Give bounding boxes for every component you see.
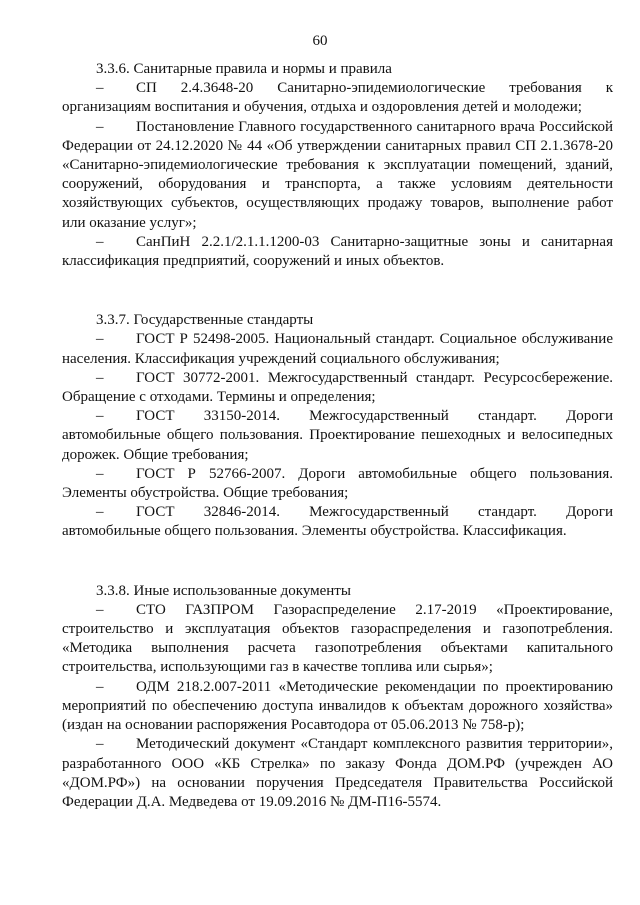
list-item-text: Постановление Главного государственного санитарного врача Российской Федерации от 24.12.2020 № 44 «Об утверждении санитарных правил СП 2.1.3678-20 «Санитарно-эпидемиологические требования к эксплуатации помещений, зданий, сооружений, оборудования и транспорта, а также условиям деятельности хозяйствующих субъектов, осуществляющих продажу товаров, выполнение работ или оказание услуг»; bbox=[62, 118, 613, 231]
section-3-3-8 bbox=[62, 582, 613, 812]
list-item bbox=[62, 601, 613, 678]
list-item bbox=[62, 369, 613, 407]
list-item bbox=[62, 233, 613, 271]
dash-marker: – bbox=[96, 678, 104, 695]
dash-marker: – bbox=[96, 408, 104, 425]
list-item-text: ГОСТ 32846-2014. Межгосударственный стандарт. Дороги автомобильные общего пользования. Элементы обустройства. Классификация. bbox=[62, 504, 613, 540]
dash-marker: – bbox=[96, 80, 104, 97]
list-item bbox=[62, 503, 613, 541]
list-item-text: ГОСТ 33150-2014. Межгосударственный стандарт. Дороги автомобильные общего пользования. Проектирование пешеходных и велосипедных дорожек. Общие требования; bbox=[62, 408, 613, 463]
section-spacer bbox=[62, 562, 613, 582]
document-body bbox=[62, 60, 613, 812]
list-item-text: СанПиН 2.2.1/2.1.1.1200-03 Санитарно-защитные зоны и санитарная классификация предприятий, сооружений и иных объектов. bbox=[62, 233, 613, 270]
dash-marker: – bbox=[96, 465, 104, 482]
list-item-text: СТО ГАЗПРОМ Газораспределение 2.17-2019 «Проектирование, строительство и эксплуатация объектов газораспределения и газопотребления. «Методика выполнения расчета газопотребления объектами капитального строительства, использующими газ в качестве топлива или сырья»; bbox=[62, 601, 613, 676]
list-item bbox=[62, 465, 613, 503]
section-heading: 3.3.6. Санитарные правила и нормы и правила bbox=[96, 61, 392, 77]
list-item-text: Методический документ «Стандарт комплексного развития территории», разработанного ООО «КБ Стрелка» по заказу Фонда ДОМ.РФ (учрежден АО «ДОМ.РФ») на основании поручения Председателя Правительства Российской Федерации Д.А. Медведева от 19.09.2016 № ДМ-П16-5574. bbox=[62, 736, 613, 810]
dash-marker: – bbox=[96, 118, 104, 135]
list-item bbox=[62, 407, 613, 465]
section-heading: 3.3.7. Государственные стандарты bbox=[96, 312, 314, 329]
dash-marker: – bbox=[96, 601, 104, 618]
section-spacer bbox=[62, 542, 613, 562]
section-spacer bbox=[62, 271, 613, 291]
dash-marker: – bbox=[96, 233, 104, 250]
dash-marker: – bbox=[96, 736, 104, 753]
list-item bbox=[62, 735, 613, 812]
list-item-text: ГОСТ Р 52498-2005. Национальный стандарт. Социальное обслуживание населения. Классификация учреждений социального обслуживания; bbox=[62, 331, 613, 367]
list-item bbox=[62, 678, 613, 736]
dash-marker: – bbox=[96, 504, 104, 521]
list-item-text: СП 2.4.3648-20 Санитарно-эпидемиологические требования к организациям воспитания и обучения, отдыха и оздоровления детей и молодежи; bbox=[62, 80, 613, 116]
list-item-text: ГОСТ 30772-2001. Межгосударственный стандарт. Ресурсосбережение. Обращение с отходами. Термины и определения; bbox=[62, 369, 613, 406]
section-3-3-7 bbox=[62, 311, 613, 541]
list-item-text: ОДМ 218.2.007-2011 «Методические рекомендации по проектированию мероприятий по обеспечению доступа инвалидов к объектам дорожного хозяйства» (издан на основании распоряжения Росавтодора от 05.06.2013 № 758-р); bbox=[62, 678, 613, 734]
section-heading: 3.3.8. Иные использованные документы bbox=[96, 582, 351, 599]
section-spacer bbox=[62, 291, 613, 311]
page-number: 60 bbox=[312, 33, 328, 49]
list-item bbox=[62, 330, 613, 368]
dash-marker: – bbox=[96, 331, 104, 348]
list-item bbox=[62, 118, 613, 233]
list-item bbox=[62, 79, 613, 117]
dash-marker: – bbox=[96, 369, 104, 386]
list-item-text: ГОСТ Р 52766-2007. Дороги автомобильные общего пользования. Элементы обустройства. Общие требования; bbox=[62, 465, 613, 502]
section-3-3-6 bbox=[62, 60, 613, 271]
